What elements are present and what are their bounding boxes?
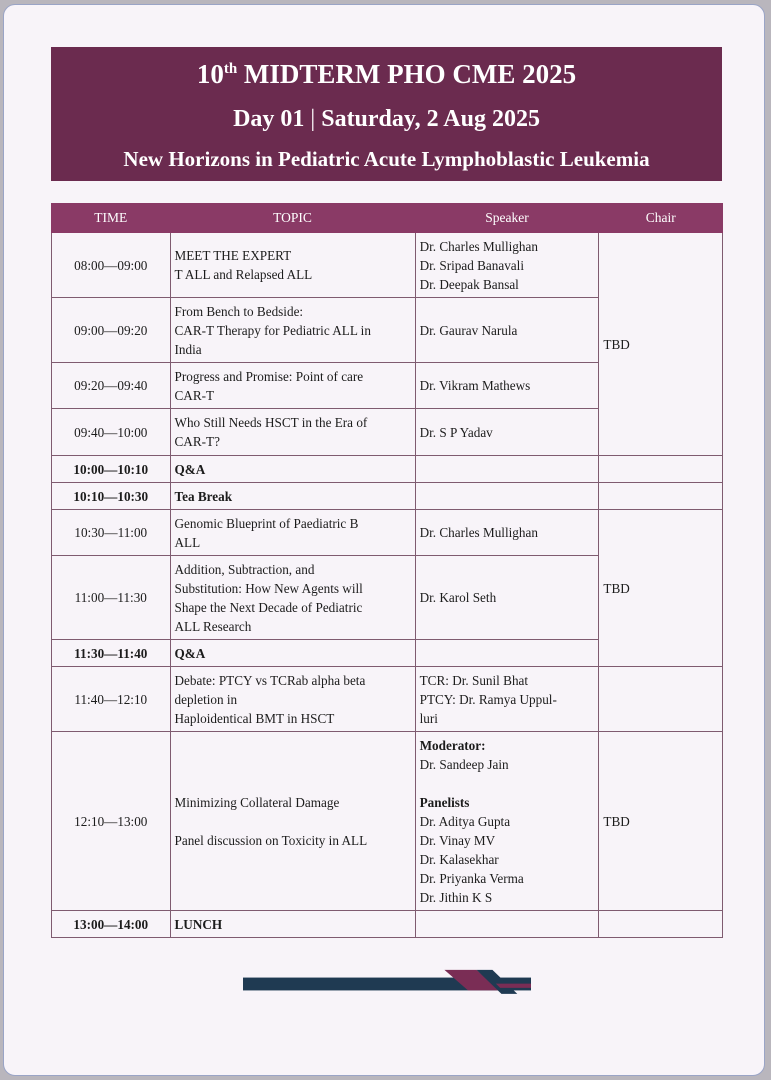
time-cell: 10:00—10:10 [52, 456, 171, 483]
speaker-cell [415, 510, 599, 556]
table-row [52, 233, 723, 298]
speaker-cell [415, 483, 599, 510]
title-ordinal: th [223, 61, 238, 77]
time-cell: 11:40—12:10 [52, 667, 171, 732]
footer-maroon-tail [496, 984, 531, 988]
time-cell: 10:30—11:00 [52, 510, 171, 556]
day-label: Day 01 [233, 106, 305, 132]
time-cell: 12:10—13:00 [52, 732, 171, 911]
speaker-cell [415, 456, 599, 483]
time-cell: 09:40—10:00 [52, 409, 171, 456]
topic-line: MEET THE EXPERT [174, 248, 292, 263]
topic-line: CAR-T? [174, 434, 220, 449]
topic-line: Who Still Needs HSCT in the Era of [174, 415, 368, 430]
chair-cell [599, 667, 723, 732]
speaker-name: Dr. Sripad Banavali [419, 257, 524, 273]
chair-cell: TBD [599, 233, 723, 456]
chair-cell [599, 911, 723, 938]
time-cell: 11:30—11:40 [52, 640, 171, 667]
title-text: MIDTERM PHO CME 2025 [237, 59, 577, 89]
speaker-name: Dr. Deepak Bansal [419, 276, 519, 292]
speaker-gap [420, 774, 595, 793]
topic-cell [170, 667, 415, 732]
topic-cell [170, 298, 415, 363]
speaker-name: Dr. Vikram Mathews [419, 378, 531, 393]
col-chair: Chair [599, 204, 723, 233]
moderator-name: Dr. Sandeep Jain [419, 757, 509, 772]
topic-cell [170, 363, 415, 409]
panelist-name: Dr. Jithin K S [419, 890, 493, 905]
topic-line: Debate: PTCY vs TCRab alpha beta [174, 672, 366, 688]
topic-line: Panel discussion on Toxicity in ALL [174, 832, 368, 848]
topic-line: Substitution: How New Agents will [174, 580, 363, 596]
time-cell: 09:00—09:20 [52, 298, 171, 363]
topic-cell [170, 409, 415, 456]
speaker-name: Dr. Charles Mullighan [419, 525, 538, 540]
table-row [52, 911, 723, 938]
topic-line: Shape the Next Decade of Pediatric [174, 599, 363, 615]
col-time: TIME [52, 204, 171, 233]
topic-cell [170, 556, 415, 640]
topic-line: depletion in [174, 691, 238, 707]
topic-line: T ALL and Relapsed ALL [174, 267, 313, 282]
time-cell: 08:00—09:00 [52, 233, 171, 298]
day-date: Saturday, 2 Aug 2025 [321, 106, 540, 132]
speaker-cell [415, 363, 599, 409]
speaker-name: PTCY: Dr. Ramya Uppul- [419, 691, 557, 707]
panelist-name: Dr. Kalasekhar [419, 852, 499, 867]
event-theme: New Horizons in Pediatric Acute Lymphoblastic Leukemia [123, 147, 650, 171]
topic-line: India [174, 341, 202, 357]
topic-line: Genomic Blueprint of Paediatric B [174, 515, 359, 531]
time-cell: 13:00—14:00 [52, 911, 171, 938]
speaker-name: Dr. Gaurav Narula [419, 322, 518, 338]
speaker-name: luri [419, 710, 438, 726]
topic-cell [170, 510, 415, 556]
col-speaker: Speaker [415, 204, 599, 233]
topic-cell [170, 732, 415, 911]
topic-cell: Q&A [170, 640, 415, 667]
speaker-cell [415, 667, 599, 732]
topic-line: Progress and Promise: Point of care [174, 368, 364, 384]
title-number: 10 [196, 59, 224, 89]
topic-line: ALL [174, 534, 201, 550]
speaker-cell [415, 732, 599, 911]
day-separator: | [310, 106, 316, 132]
agenda-page [3, 4, 765, 1076]
time-cell: 10:10—10:30 [52, 483, 171, 510]
table-header-row [52, 204, 723, 233]
topic-cell [170, 233, 415, 298]
speaker-cell [415, 640, 599, 667]
moderator-label: Moderator: [419, 738, 486, 753]
topic-cell: LUNCH [170, 911, 415, 938]
event-banner [51, 47, 722, 181]
topic-line: ALL Research [174, 618, 252, 634]
col-topic: TOPIC [170, 204, 415, 233]
event-title [51, 59, 722, 90]
panelist-name: Dr. Aditya Gupta [419, 814, 511, 829]
event-day [51, 106, 722, 133]
time-cell: 11:00—11:30 [52, 556, 171, 640]
topic-gap [175, 812, 411, 831]
topic-line: CAR-T [174, 387, 215, 403]
speaker-name: TCR: Dr. Sunil Bhat [419, 672, 529, 688]
time-cell: 09:20—09:40 [52, 363, 171, 409]
chair-cell: TBD [599, 732, 723, 911]
speaker-cell [415, 409, 599, 456]
chair-cell [599, 483, 723, 510]
speaker-cell [415, 298, 599, 363]
table-row [52, 510, 723, 556]
speaker-name: Dr. S P Yadav [419, 424, 493, 440]
panelists-label: Panelists [419, 795, 470, 810]
speaker-cell [415, 556, 599, 640]
panelist-name: Dr. Priyanka Verma [419, 871, 524, 886]
footer-decoration [51, 969, 723, 999]
topic-cell: Tea Break [170, 483, 415, 510]
chair-cell [599, 456, 723, 483]
schedule-table [51, 203, 723, 938]
table-row [52, 667, 723, 732]
table-row [52, 483, 723, 510]
speaker-name: Dr. Karol Seth [419, 590, 497, 605]
speaker-name: Dr. Charles Mullighan [419, 238, 538, 254]
speaker-cell [415, 911, 599, 938]
speaker-cell [415, 233, 599, 298]
topic-line: From Bench to Bedside: [174, 303, 304, 319]
panelist-name: Dr. Vinay MV [419, 833, 496, 848]
topic-cell: Q&A [170, 456, 415, 483]
table-row [52, 456, 723, 483]
topic-line: Haploidentical BMT in HSCT [174, 710, 335, 726]
topic-line: Addition, Subtraction, and [174, 561, 315, 577]
topic-line: Minimizing Collateral Damage [174, 794, 340, 810]
table-row [52, 732, 723, 911]
chair-cell: TBD [599, 510, 723, 667]
topic-line: CAR-T Therapy for Pediatric ALL in [174, 322, 371, 338]
